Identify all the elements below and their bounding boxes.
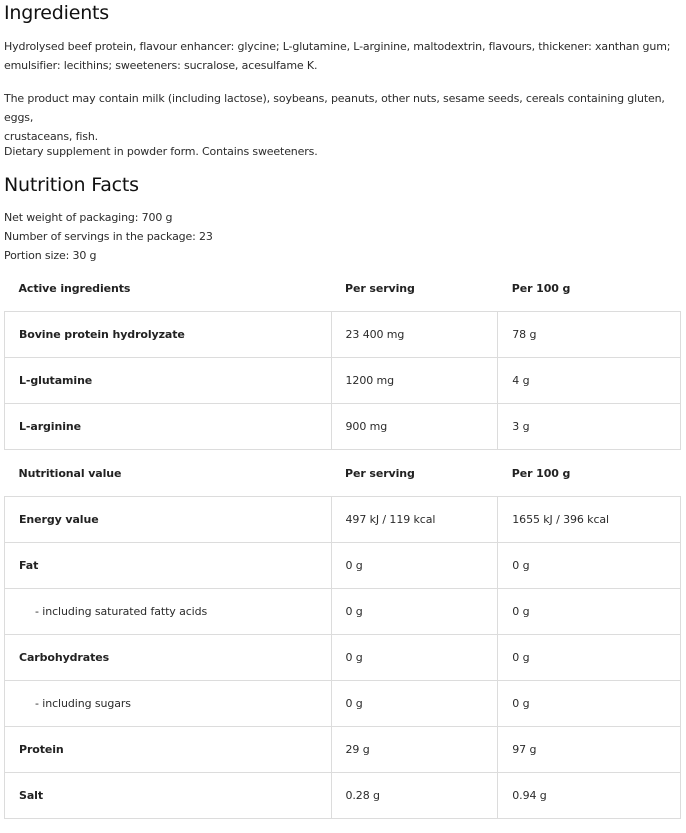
row-per-100g: 0.94 g — [498, 773, 681, 819]
nutrition-table — [4, 265, 681, 819]
row-per-100g: 0 g — [498, 543, 681, 589]
row-name: Fat — [5, 543, 332, 589]
row-per-100g: 97 g — [498, 727, 681, 773]
servings-count: Number of servings in the package: 23 — [4, 230, 213, 243]
table-row — [5, 773, 681, 819]
row-per-serving: 497 kJ / 119 kcal — [331, 497, 498, 543]
table-row — [5, 312, 681, 358]
header-per-100g: Per 100 g — [511, 466, 571, 480]
row-per-serving: 23 400 mg — [331, 312, 498, 358]
nutritional-value-header — [5, 450, 681, 497]
ingredients-heading: Ingredients — [4, 2, 110, 24]
row-name: Salt — [5, 773, 332, 819]
header-nutritional-value: Nutritional value — [18, 466, 122, 480]
ingredients-line-2: emulsifier: lecithins; sweeteners: sucralose, acesulfame K. — [4, 59, 318, 72]
active-ingredients-header — [5, 265, 681, 312]
ingredients-line-1: Hydrolysed beef protein, flavour enhancer: glycine; L-glutamine, L-arginine, maltodextrin, flavours, thickener: xanthan gum; — [4, 40, 671, 53]
header-per-serving: Per serving — [345, 281, 415, 295]
row-per-serving: 0 g — [331, 635, 498, 681]
table-row — [5, 404, 681, 450]
row-per-serving: 29 g — [331, 727, 498, 773]
row-name: L-arginine — [5, 404, 332, 450]
supplement-note: Dietary supplement in powder form. Contains sweeteners. — [4, 145, 318, 158]
row-name: Energy value — [5, 497, 332, 543]
row-per-100g: 1655 kJ / 396 kcal — [498, 497, 681, 543]
allergen-paragraph — [4, 89, 682, 146]
portion-size: Portion size: 30 g — [4, 249, 97, 262]
row-per-100g: 3 g — [498, 404, 681, 450]
table-row — [5, 589, 681, 635]
row-name: - including saturated fatty acids — [5, 589, 332, 635]
allergen-line-1: The product may contain milk (including lactose), soybeans, peanuts, other nuts, sesame seeds, cereals containing gluten, eggs, — [4, 92, 665, 124]
row-name: Carbohydrates — [5, 635, 332, 681]
row-per-100g: 0 g — [498, 635, 681, 681]
row-per-100g: 78 g — [498, 312, 681, 358]
table-row — [5, 681, 681, 727]
row-per-100g: 4 g — [498, 358, 681, 404]
row-name: - including sugars — [5, 681, 332, 727]
row-per-serving: 0 g — [331, 681, 498, 727]
row-per-serving: 0 g — [331, 589, 498, 635]
row-per-100g: 0 g — [498, 681, 681, 727]
table-row — [5, 497, 681, 543]
header-per-100g: Per 100 g — [511, 281, 571, 295]
row-per-serving: 0 g — [331, 543, 498, 589]
allergen-line-2: crustaceans, fish. — [4, 130, 99, 143]
row-per-serving: 1200 mg — [331, 358, 498, 404]
header-per-serving: Per serving — [345, 466, 415, 480]
table-row — [5, 727, 681, 773]
row-name: Bovine protein hydrolyzate — [5, 312, 332, 358]
header-active-ingredients: Active ingredients — [18, 281, 131, 295]
row-name: Protein — [5, 727, 332, 773]
row-per-100g: 0 g — [498, 589, 681, 635]
ingredients-paragraph — [4, 37, 682, 75]
table-row — [5, 635, 681, 681]
row-per-serving: 0.28 g — [331, 773, 498, 819]
net-weight: Net weight of packaging: 700 g — [4, 211, 173, 224]
row-name: L-glutamine — [5, 358, 332, 404]
table-row — [5, 543, 681, 589]
row-per-serving: 900 mg — [331, 404, 498, 450]
nutrition-facts-heading: Nutrition Facts — [4, 174, 139, 196]
table-row — [5, 358, 681, 404]
